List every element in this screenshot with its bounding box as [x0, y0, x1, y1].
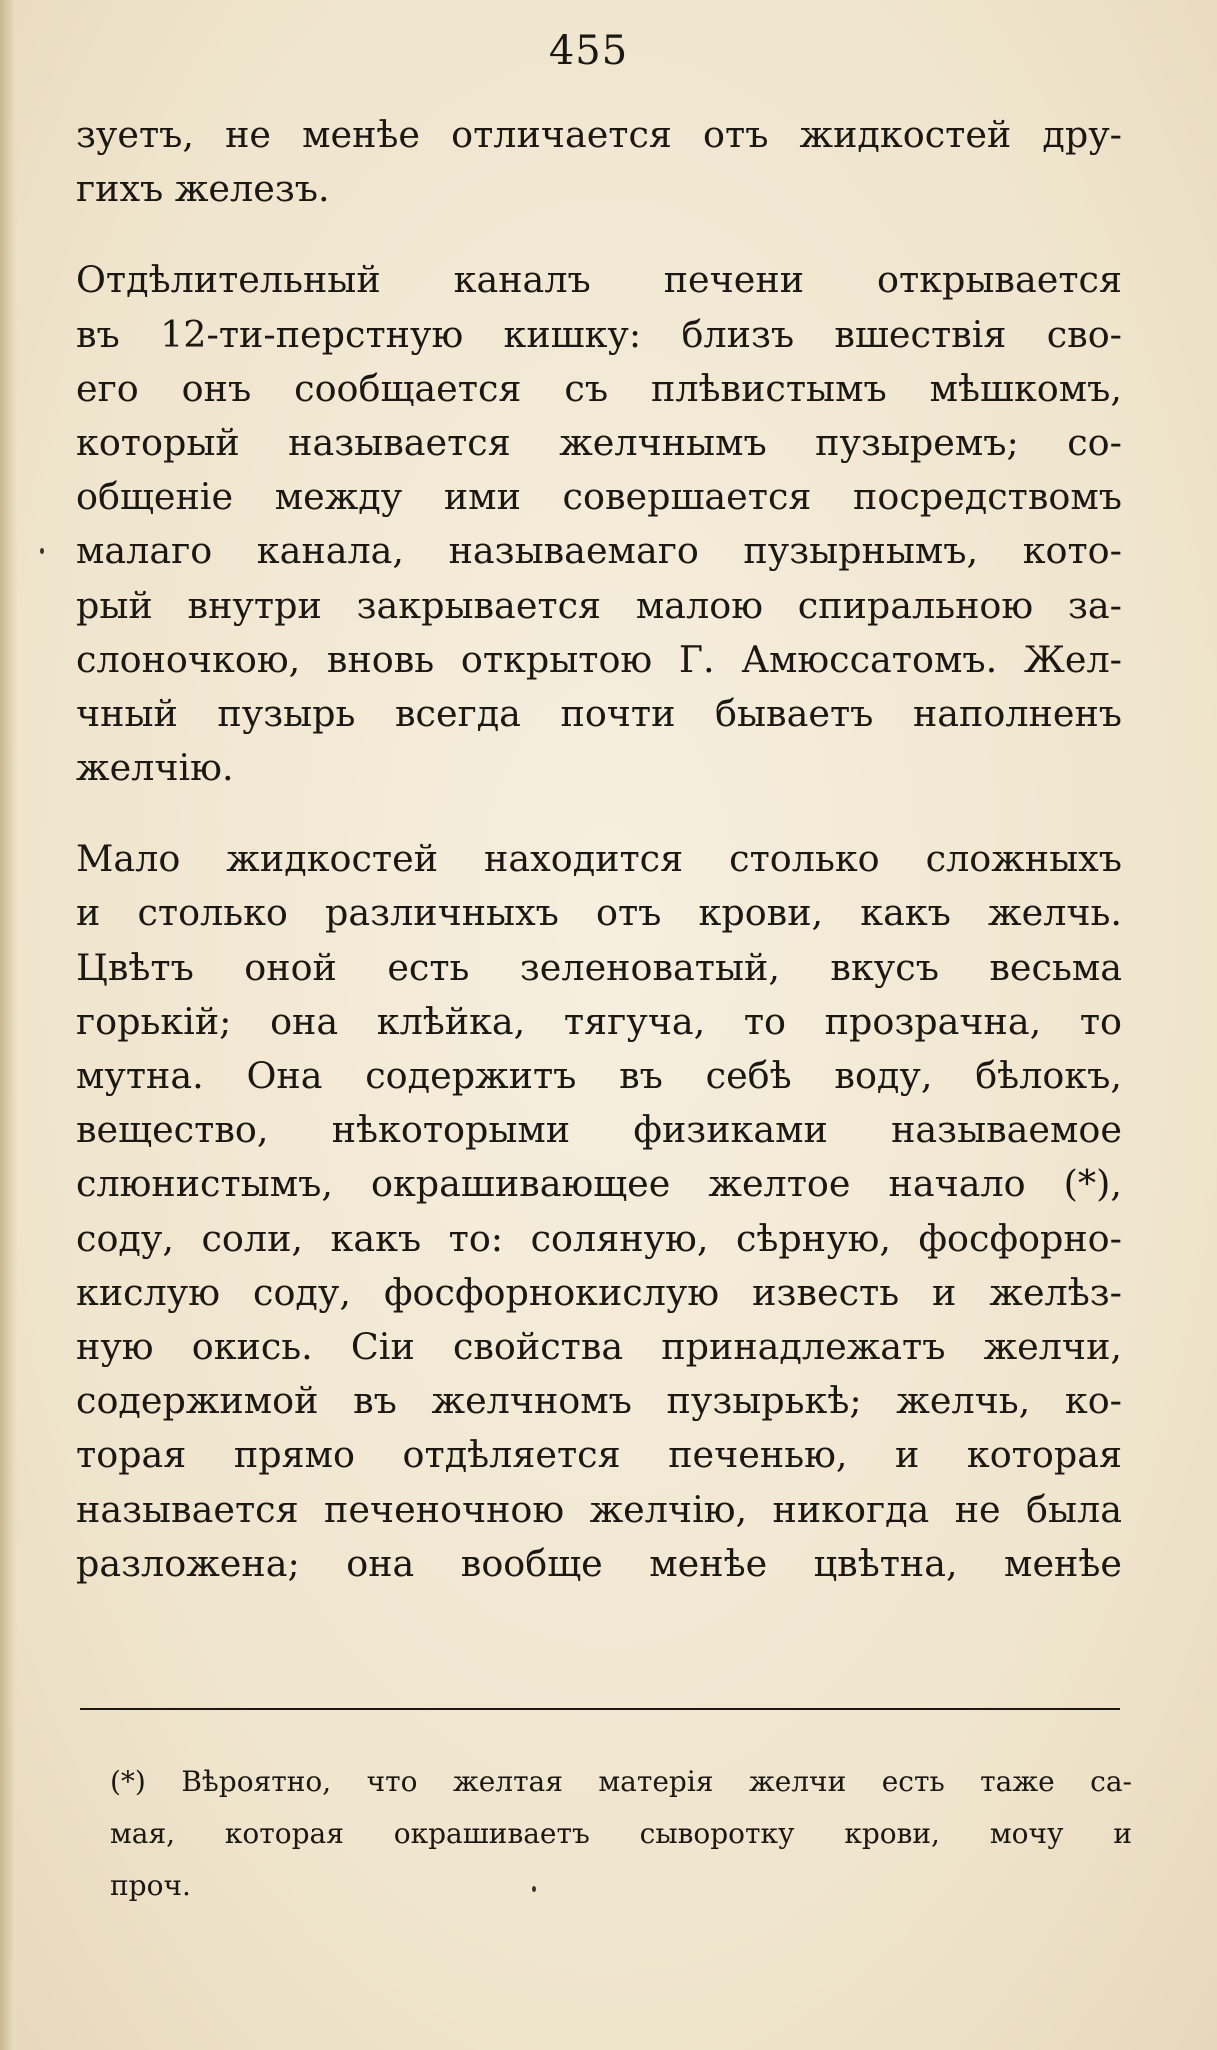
page-number: 455	[548, 28, 629, 74]
text-line: соду, соли, какъ то: соляную, сѣрную, фосфорно-	[76, 1216, 1122, 1260]
text-line: рый внутри закрывается малою спиральною за-	[76, 583, 1122, 627]
ink-speck	[532, 1886, 536, 1892]
paragraph-1	[76, 108, 1122, 216]
text-line: желчію.	[76, 746, 234, 790]
page-binding-edge	[0, 0, 18, 2050]
text-line: вещество, нѣкоторыми физиками называемое	[76, 1108, 1122, 1152]
text-line: слоночкою, вновь открытою Г. Амюссатомъ. Жел-	[76, 637, 1122, 681]
ink-speck	[40, 548, 44, 554]
text-line: его онъ сообщается съ плѣвистымъ мѣшкомъ,	[76, 366, 1122, 410]
text-line: Цвѣтъ оной есть зеленоватый, вкусъ весьма	[76, 945, 1122, 989]
text-line: мутна. Она содержитъ въ себѣ воду, бѣлокъ,	[76, 1054, 1122, 1097]
text-line: торая прямо отдѣляется печенью, и которая	[76, 1433, 1122, 1477]
text-line: Мало жидкостей находится столько сложныхъ	[76, 837, 1122, 881]
text-line: Отдѣлительный каналъ печени открывается	[76, 258, 1122, 302]
text-line: чный пузырь всегда почти бываетъ наполненъ	[76, 691, 1122, 735]
text-line: зуетъ, не менѣе отличается отъ жидкостей дру-	[76, 113, 1122, 156]
paragraph-2	[76, 253, 1122, 795]
paragraph-3	[76, 832, 1122, 1591]
text-line: слюнистымъ, окрашивающее желтое начало (*),	[76, 1162, 1122, 1206]
text-line: кислую соду, фосфорнокислую известь и желѣз-	[76, 1270, 1122, 1314]
text-line: горькій; она клѣйка, тягуча, то прозрачна, то	[76, 999, 1122, 1043]
text-line: гихъ железъ.	[76, 167, 330, 211]
text-line: содержимой въ желчномъ пузырькѣ; желчь, ко-	[76, 1379, 1122, 1423]
footnote-separator	[80, 1708, 1120, 1710]
footnote-line: проч.	[110, 1869, 191, 1902]
text-line: въ 12-ти-перстную кишку: близъ вшествія сво-	[76, 312, 1122, 356]
main-text	[76, 108, 1122, 1591]
footnote	[110, 1756, 1132, 1912]
text-line: разложена; она вообще менѣе цвѣтна, менѣе	[76, 1541, 1122, 1585]
text-line: и столько различныхъ отъ крови, какъ желчь.	[76, 891, 1122, 935]
footnote-line: (*) Вѣроятно, что желтая матерія желчи есть таже са-	[110, 1765, 1132, 1798]
footnote-line: мая, которая окрашиваетъ сыворотку крови, мочу и	[110, 1817, 1132, 1850]
text-line: ную окись. Сіи свойства принадлежатъ желчи,	[76, 1324, 1122, 1368]
text-line: малаго канала, называемаго пузырнымъ, кото-	[76, 529, 1122, 573]
text-line: общеніе между ими совершается посредствомъ	[76, 475, 1122, 519]
text-line: называется печеночною желчію, никогда не была	[76, 1487, 1122, 1531]
text-line: который называется желчнымъ пузыремъ; со-	[76, 420, 1122, 464]
